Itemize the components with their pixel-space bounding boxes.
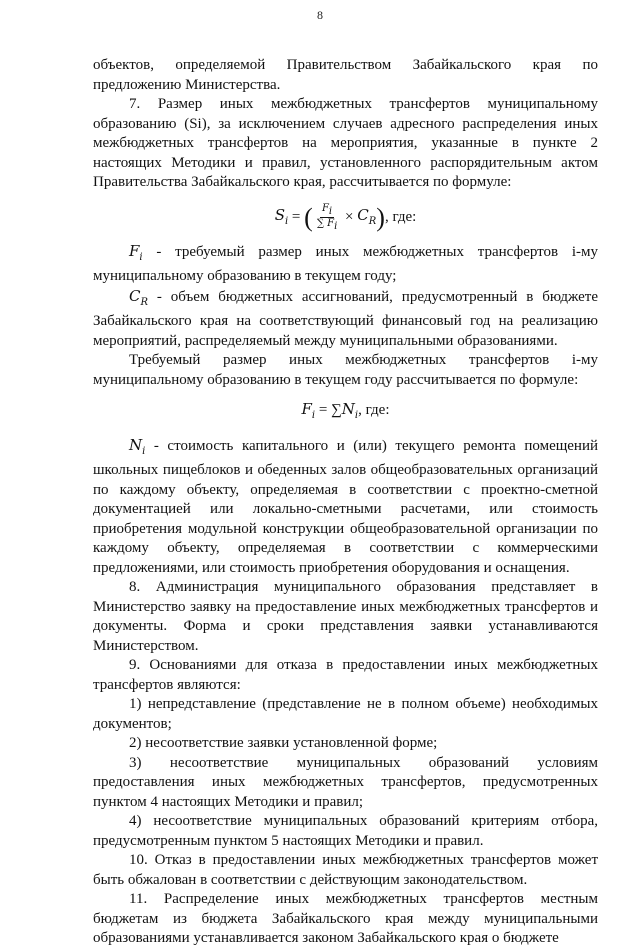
formula-fi-suffix: , где:: [358, 402, 390, 419]
formula-si-lhs: $S_i$: [274, 206, 289, 228]
formula-fi: [93, 400, 598, 426]
formula-si-eq: =: [291, 208, 301, 225]
page-number: 8: [317, 8, 323, 22]
paragraph-9-item-3: 3) несоответствие муниципальных образований условиям предоставления иных межбюджетных трансфертов, предусмотренных пунктом 4 настоящих Методики и правил;: [93, 754, 598, 810]
formula-si-times: ×: [345, 208, 354, 225]
paragraph-9-item-2: 2) несоответствие заявки установленной форме;: [129, 735, 438, 752]
paragraph-9-item-4: 4) несоответствие муниципальных образований критериям отбора, предусмотренным пунктом 5 настоящих Методики и правил.: [93, 813, 598, 849]
paragraph-9: 9. Основаниями для отказа в предоставлении иных межбюджетных трансфертов являются:: [93, 657, 598, 693]
paragraph-required-size: Требуемый размер иных межбюджетных трансфертов i-му муниципальному образованию в текущем году рассчитывается по формуле:: [93, 352, 598, 388]
document-body: [93, 56, 598, 949]
paragraph-continuation: объектов, определяемой Правительством Забайкальского края по предложению Министерства.: [93, 57, 598, 93]
definition-fi: $F_i$ - требуемый размер иных межбюджетных трансфертов i-му муниципальному образованию в текущем году;: [93, 241, 599, 285]
formula-si-fraction: $\frac{F_i}{\sum F_i}$: [316, 202, 338, 232]
left-paren: (: [304, 202, 313, 232]
formula-fi-eq: =: [318, 402, 328, 419]
formula-fi-ni: $N_i$: [341, 400, 359, 422]
right-paren: ): [376, 202, 385, 232]
formula-si: [93, 203, 598, 232]
definition-ni: $N_i$ - стоимость капитального и (или) текущего ремонта помещений школьных пищеблоков и обеденных залов общеобразовательных организаций по каждому объекту, определяемая в соответствии с проектно-сметной документацией или локально-сметными расчетами, или стоимость приобретения модульной конструкции общеобразовательной организации по каждому объекту, определяемая в соответствии с коммерческими предложениями, или стоимость приобретения оборудования и оснащения.: [93, 435, 599, 576]
paragraph-8: 8. Администрация муниципального образования представляет в Министерство заявку на предоставление иных межбюджетных трансфертов и документы. Форма и сроки представления заявки устанавливаются Министерством.: [93, 579, 598, 654]
definition-cr: $C_R$ - объем бюджетных ассигнований, предусмотренный в бюджете Забайкальского края на соответствующий финансовый год на реализацию мероприятий, распределяемый между муниципальными образованиями.: [93, 286, 598, 349]
formula-fi-sum: ∑: [331, 402, 342, 419]
formula-fi-lhs: $F_i$: [301, 400, 316, 422]
formula-si-cr: $C_R$: [357, 206, 377, 228]
formula-si-suffix: , где:: [384, 208, 417, 225]
paragraph-9-item-1: 1) непредставление (представление не в полном объеме) необходимых документов;: [93, 696, 598, 732]
paragraph-10: 10. Отказ в предоставлении иных межбюджетных трансфертов может быть обжалован в соответствии с действующим законодательством.: [93, 852, 598, 888]
paragraph-7: 7. Размер иных межбюджетных трансфертов муниципальному образованию (Si), за исключением случаев адресного распределения иных межбюджетных трансфертов на мероприятия, указанные в пункте 2 настоящих Методики и правил, установленного распорядительным актом Правительства Забайкальского края, рассчитывается по формуле:: [93, 96, 598, 190]
paragraph-11: 11. Распределение иных межбюджетных трансфертов местным бюджетам из бюджета Забайкальского края между муниципальными образованиями устанавливается законом Забайкальского края о бюджете: [93, 891, 598, 947]
